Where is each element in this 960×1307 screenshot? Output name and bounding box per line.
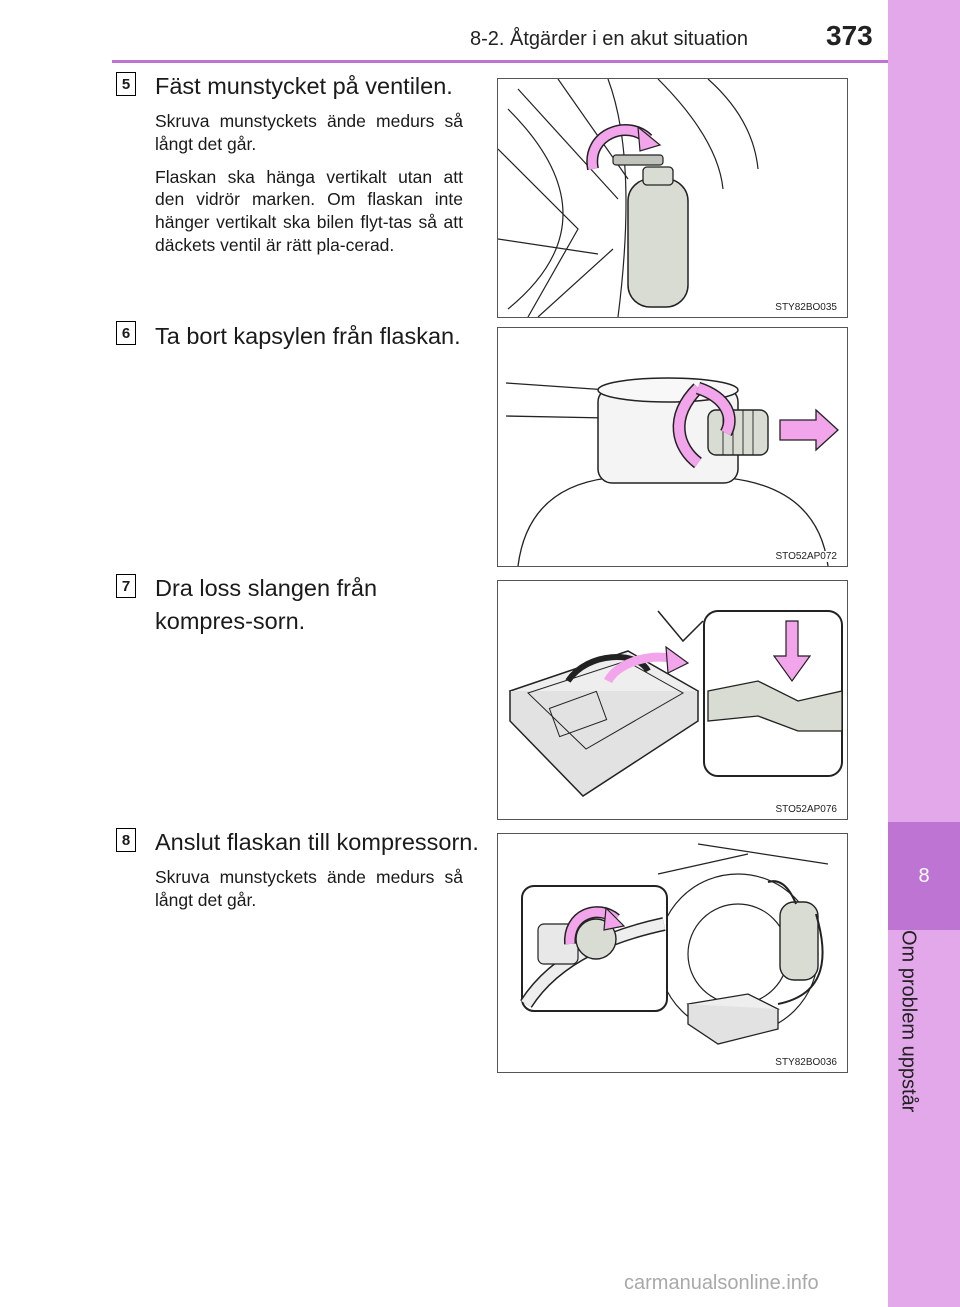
illustration-compressor-hose: [498, 581, 847, 819]
step-title-6: Ta bort kapsylen från flaskan.: [155, 323, 461, 349]
chapter-number-box: [888, 822, 960, 930]
step-5-paragraph-2: Flaskan ska hänga vertikalt utan att den vidrör marken. Om flaskan inte hänger vertikalt ska bilen flyt-tas så att däckets ventil är rätt pla-cerad.: [155, 166, 463, 255]
figure-bottle-compressor: [497, 833, 848, 1073]
figure-code: STY82BO035: [775, 302, 837, 313]
figure-hose-compressor: [497, 580, 848, 820]
illustration-bottle-cap: [498, 328, 847, 566]
step-text-5: [155, 110, 463, 267]
step-number-7: 7: [116, 574, 136, 598]
header-rule: [112, 60, 888, 63]
step-title-8: Anslut flaskan till kompressorn.: [155, 829, 479, 855]
watermark: carmanualsonline.info: [624, 1272, 819, 1294]
step-number-5: 5: [116, 72, 136, 96]
figure-bottle-cap: [497, 327, 848, 567]
step-number-6: 6: [116, 321, 136, 345]
step-number-8: 8: [116, 828, 136, 852]
illustration-bottle-to-compressor: [498, 834, 847, 1072]
step-title-5: Fäst munstycket på ventilen.: [155, 73, 453, 99]
chapter-title: Om problem uppstår: [897, 930, 920, 1113]
step-5-paragraph-1: Skruva munstyckets ände medurs så långt det går.: [155, 111, 463, 154]
step-title-7: Dra loss slangen från kompres-sorn.: [155, 575, 378, 634]
step-text-8: [155, 866, 463, 922]
figure-code: STO52AP072: [775, 551, 837, 562]
chapter-number: 8: [918, 864, 930, 887]
section-title: 8-2. Åtgärder i en akut situation: [470, 28, 748, 50]
figure-code: STY82BO036: [775, 1057, 837, 1068]
page-number: 373: [826, 20, 873, 51]
illustration-wheel-bottle: [498, 79, 847, 317]
figure-code: STO52AP076: [775, 804, 837, 815]
step-8-paragraph-1: Skruva munstyckets ände medurs så långt det går.: [155, 867, 463, 910]
figure-valve-nozzle: [497, 78, 848, 318]
